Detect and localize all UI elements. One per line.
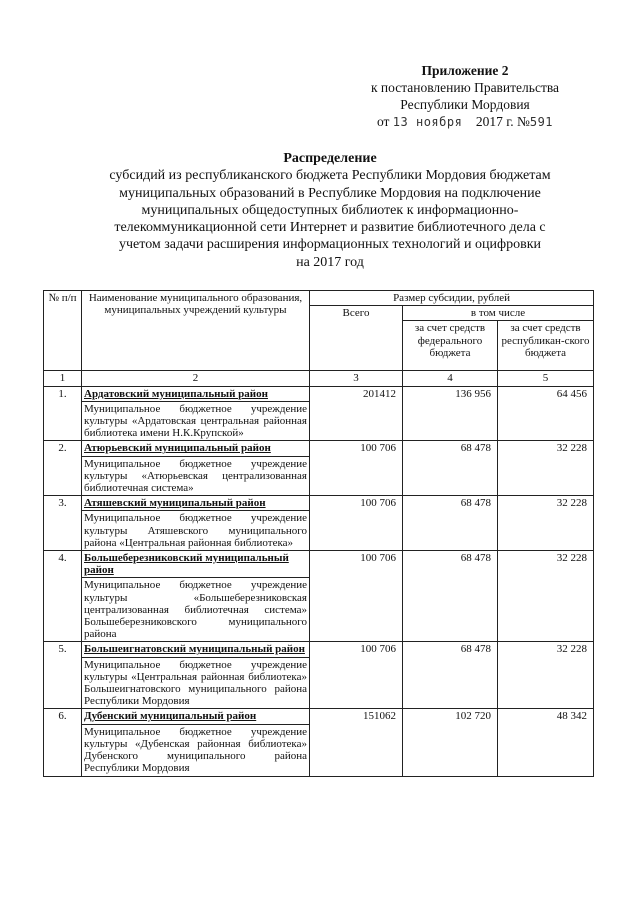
header-num: № п/п (44, 291, 82, 371)
district-name: Атяшевский муниципальный район (84, 497, 266, 510)
federal-value: 68 478 (403, 496, 498, 551)
row-number: 1. (44, 386, 82, 441)
header-name: Наименование муниципального образования, муниципальных учреждений культуры (82, 291, 310, 371)
col-number: 3 (310, 371, 403, 386)
institution-name: Муниципальное бюджетное учреждение культуры «Центральная районная библиотека» Большеигнатовского муниципального района Республики Мордовия (84, 658, 307, 708)
col-number: 2 (82, 371, 310, 386)
row-name-cell (82, 386, 310, 441)
appendix-line-2: Республики Мордовия (400, 97, 530, 112)
heading-line: учетом задачи расширения информационных технологий и оцифровки (119, 237, 541, 253)
federal-value: 136 956 (403, 386, 498, 441)
header-size: Размер субсидии, рублей (310, 291, 594, 306)
district-name: Дубенский муниципальный район (84, 710, 257, 723)
document-heading (60, 150, 600, 271)
row-name-cell (82, 551, 310, 642)
republic-value: 32 228 (498, 642, 594, 709)
row-number: 2. (44, 441, 82, 496)
row-number: 3. (44, 496, 82, 551)
header-including: в том числе (403, 306, 594, 321)
row-number: 6. (44, 709, 82, 776)
institution-name: Муниципальное бюджетное учреждение культуры «Большеберезниковская централизованная библиотечная система» Большеберезниковского муниципального района (84, 579, 307, 641)
federal-value: 68 478 (403, 551, 498, 642)
date-year: 2017 г. № (475, 114, 530, 129)
total-value: 100 706 (310, 441, 403, 496)
federal-value: 68 478 (403, 441, 498, 496)
table-row (44, 441, 594, 496)
header-row (44, 291, 594, 306)
date-prefix: от (376, 114, 390, 129)
col-number: 4 (403, 371, 498, 386)
handwritten-date: 13 ноября (392, 115, 463, 129)
appendix-date-line (330, 113, 600, 131)
row-number: 4. (44, 551, 82, 642)
appendix-title: Приложение 2 (421, 63, 509, 78)
heading-title: Распределение (283, 151, 377, 166)
col-number: 5 (498, 371, 594, 386)
appendix-line-1: к постановлению Правительства (370, 80, 560, 95)
heading-line: муниципальных образований в Республике Мордовия на подключение (119, 185, 541, 201)
column-number-row (44, 371, 594, 386)
district-name: Атюрьевский муниципальный район (84, 442, 271, 455)
republic-value: 32 228 (498, 441, 594, 496)
table-row (44, 386, 594, 441)
header-total: Всего (310, 306, 403, 371)
district-name: Большеигнатовский муниципальный район (84, 643, 305, 656)
table-row (44, 709, 594, 776)
heading-line: на 2017 год (296, 254, 364, 270)
total-value: 100 706 (310, 642, 403, 709)
heading-line: субсидий из республиканского бюджета Республики Мордовия бюджетам (109, 168, 551, 184)
republic-value: 32 228 (498, 551, 594, 642)
institution-name: Муниципальное бюджетное учреждение культуры Атяшевского муниципального района «Центральная районная библиотека» (84, 512, 307, 549)
institution-name: Муниципальное бюджетное учреждение культуры «Дубенская районная библиотека» Дубенского муниципального района Республики Мордовия (84, 725, 307, 775)
district-name: Ардатовский муниципальный район (84, 387, 268, 400)
subsidy-table (43, 290, 594, 777)
total-value: 100 706 (310, 551, 403, 642)
total-value: 151062 (310, 709, 403, 776)
table-row (44, 642, 594, 709)
appendix-block (330, 62, 600, 131)
total-value: 100 706 (310, 496, 403, 551)
heading-line: телекоммуникационной сети Интернет и развитие библиотечного дела с (114, 220, 546, 236)
republic-value: 64 456 (498, 386, 594, 441)
republic-value: 32 228 (498, 496, 594, 551)
handwritten-number: 591 (529, 115, 554, 129)
col-number: 1 (44, 371, 82, 386)
institution-name: Муниципальное бюджетное учреждение культуры «Ардатовская центральная районная библиотека имени Н.К.Крупской» (84, 402, 307, 440)
table-row (44, 496, 594, 551)
heading-line: муниципальных общедоступных библиотек к информационно- (141, 202, 519, 218)
row-name-cell (82, 441, 310, 496)
district-name: Большеберезниковский муниципальный район (84, 552, 289, 577)
row-name-cell (82, 496, 310, 551)
row-number: 5. (44, 642, 82, 709)
header-federal: за счет средств федерального бюджета (403, 321, 498, 371)
federal-value: 102 720 (403, 709, 498, 776)
row-name-cell (82, 709, 310, 776)
institution-name: Муниципальное бюджетное учреждение культуры «Атюрьевская централизованная библиотечная система» (84, 457, 307, 495)
republic-value: 48 342 (498, 709, 594, 776)
header-republic: за счет средств республикан-ского бюджета (498, 321, 594, 371)
table-row (44, 551, 594, 642)
total-value: 201412 (310, 386, 403, 441)
row-name-cell (82, 642, 310, 709)
federal-value: 68 478 (403, 642, 498, 709)
